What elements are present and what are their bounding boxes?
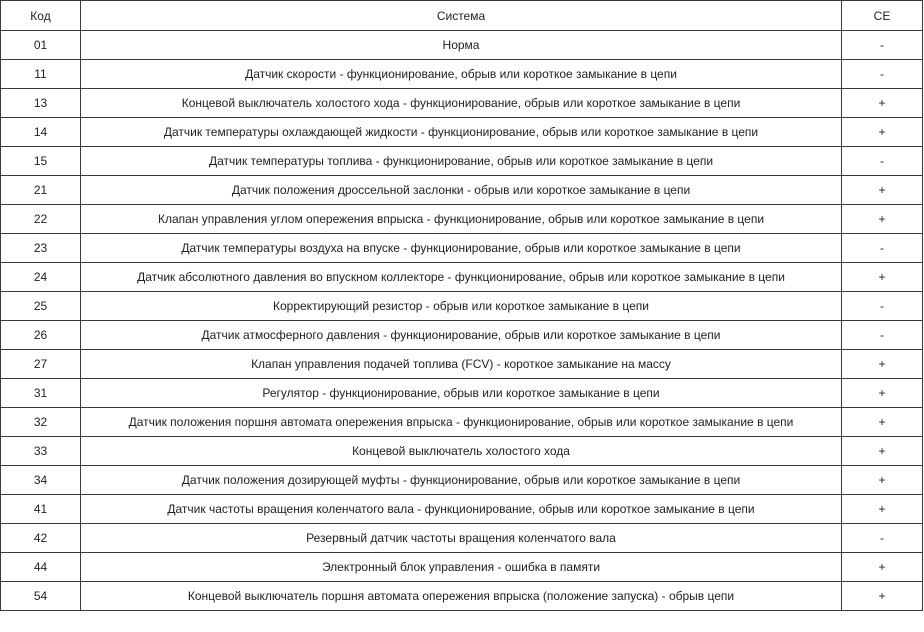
table-row (1, 205, 923, 234)
system-cell: Концевой выключатель поршня автомата опережения впрыска (положение запуска) - обрыв цепи (81, 582, 842, 611)
table-row (1, 350, 923, 379)
header-ce: CE (842, 1, 923, 31)
ce-cell: - (842, 31, 923, 60)
code-cell: 23 (1, 234, 81, 263)
system-cell: Норма (81, 31, 842, 60)
system-cell: Концевой выключатель холостого хода - функционирование, обрыв или короткое замыкание в цепи (81, 89, 842, 118)
ce-cell: + (842, 437, 923, 466)
table-row (1, 31, 923, 60)
table-row (1, 118, 923, 147)
ce-cell: + (842, 466, 923, 495)
system-cell: Клапан управления углом опережения впрыска - функционирование, обрыв или короткое замыкание в цепи (81, 205, 842, 234)
ce-cell: + (842, 495, 923, 524)
ce-cell: + (842, 205, 923, 234)
table-row (1, 524, 923, 553)
ce-cell: + (842, 89, 923, 118)
system-cell: Корректирующий резистор - обрыв или короткое замыкание в цепи (81, 292, 842, 321)
ce-cell: + (842, 118, 923, 147)
code-cell: 41 (1, 495, 81, 524)
code-cell: 01 (1, 31, 81, 60)
header-code: Код (1, 1, 81, 31)
code-cell: 13 (1, 89, 81, 118)
system-cell: Датчик температуры топлива - функционирование, обрыв или короткое замыкание в цепи (81, 147, 842, 176)
table-row (1, 379, 923, 408)
code-cell: 54 (1, 582, 81, 611)
system-cell: Датчик положения дроссельной заслонки - обрыв или короткое замыкание в цепи (81, 176, 842, 205)
system-cell: Датчик положения дозирующей муфты - функционирование, обрыв или короткое замыкание в цепи (81, 466, 842, 495)
table-body (1, 31, 923, 611)
table-row (1, 60, 923, 89)
ce-cell: + (842, 582, 923, 611)
code-cell: 42 (1, 524, 81, 553)
system-cell: Резервный датчик частоты вращения коленчатого вала (81, 524, 842, 553)
system-cell: Датчик температуры охлаждающей жидкости - функционирование, обрыв или короткое замыкание в цепи (81, 118, 842, 147)
system-cell: Датчик температуры воздуха на впуске - функционирование, обрыв или короткое замыкание в цепи (81, 234, 842, 263)
table-row (1, 321, 923, 350)
ce-cell: + (842, 350, 923, 379)
table-row (1, 582, 923, 611)
ce-cell: + (842, 553, 923, 582)
ce-cell: - (842, 60, 923, 89)
system-cell: Датчик положения поршня автомата опережения впрыска - функционирование, обрыв или короткое замыкание в цепи (81, 408, 842, 437)
table-row (1, 553, 923, 582)
table-row (1, 292, 923, 321)
code-cell: 26 (1, 321, 81, 350)
system-cell: Клапан управления подачей топлива (FCV) - короткое замыкание на массу (81, 350, 842, 379)
table-row (1, 408, 923, 437)
code-cell: 34 (1, 466, 81, 495)
code-cell: 24 (1, 263, 81, 292)
code-cell: 21 (1, 176, 81, 205)
code-cell: 11 (1, 60, 81, 89)
table-row (1, 466, 923, 495)
system-cell: Датчик частоты вращения коленчатого вала - функционирование, обрыв или короткое замыкание в цепи (81, 495, 842, 524)
code-cell: 15 (1, 147, 81, 176)
ce-cell: + (842, 379, 923, 408)
ce-cell: - (842, 292, 923, 321)
code-cell: 44 (1, 553, 81, 582)
ce-cell: - (842, 147, 923, 176)
system-cell: Электронный блок управления - ошибка в памяти (81, 553, 842, 582)
ce-cell: - (842, 234, 923, 263)
table-row (1, 89, 923, 118)
system-cell: Датчик абсолютного давления во впускном коллекторе - функционирование, обрыв или короткое замыкание в цепи (81, 263, 842, 292)
code-cell: 14 (1, 118, 81, 147)
ce-cell: + (842, 263, 923, 292)
code-cell: 31 (1, 379, 81, 408)
system-cell: Регулятор - функционирование, обрыв или короткое замыкание в цепи (81, 379, 842, 408)
code-cell: 32 (1, 408, 81, 437)
ce-cell: + (842, 176, 923, 205)
table-row (1, 176, 923, 205)
code-cell: 33 (1, 437, 81, 466)
code-cell: 27 (1, 350, 81, 379)
table-header (1, 1, 923, 31)
header-system: Система (81, 1, 842, 31)
table-row (1, 147, 923, 176)
code-cell: 25 (1, 292, 81, 321)
table-row (1, 437, 923, 466)
table-row (1, 234, 923, 263)
table-row (1, 263, 923, 292)
code-cell: 22 (1, 205, 81, 234)
ce-cell: - (842, 524, 923, 553)
ce-cell: + (842, 408, 923, 437)
table-row (1, 495, 923, 524)
system-cell: Датчик атмосферного давления - функционирование, обрыв или короткое замыкание в цепи (81, 321, 842, 350)
header-row (1, 1, 923, 31)
ce-cell: - (842, 321, 923, 350)
system-cell: Датчик скорости - функционирование, обрыв или короткое замыкание в цепи (81, 60, 842, 89)
system-cell: Концевой выключатель холостого хода (81, 437, 842, 466)
